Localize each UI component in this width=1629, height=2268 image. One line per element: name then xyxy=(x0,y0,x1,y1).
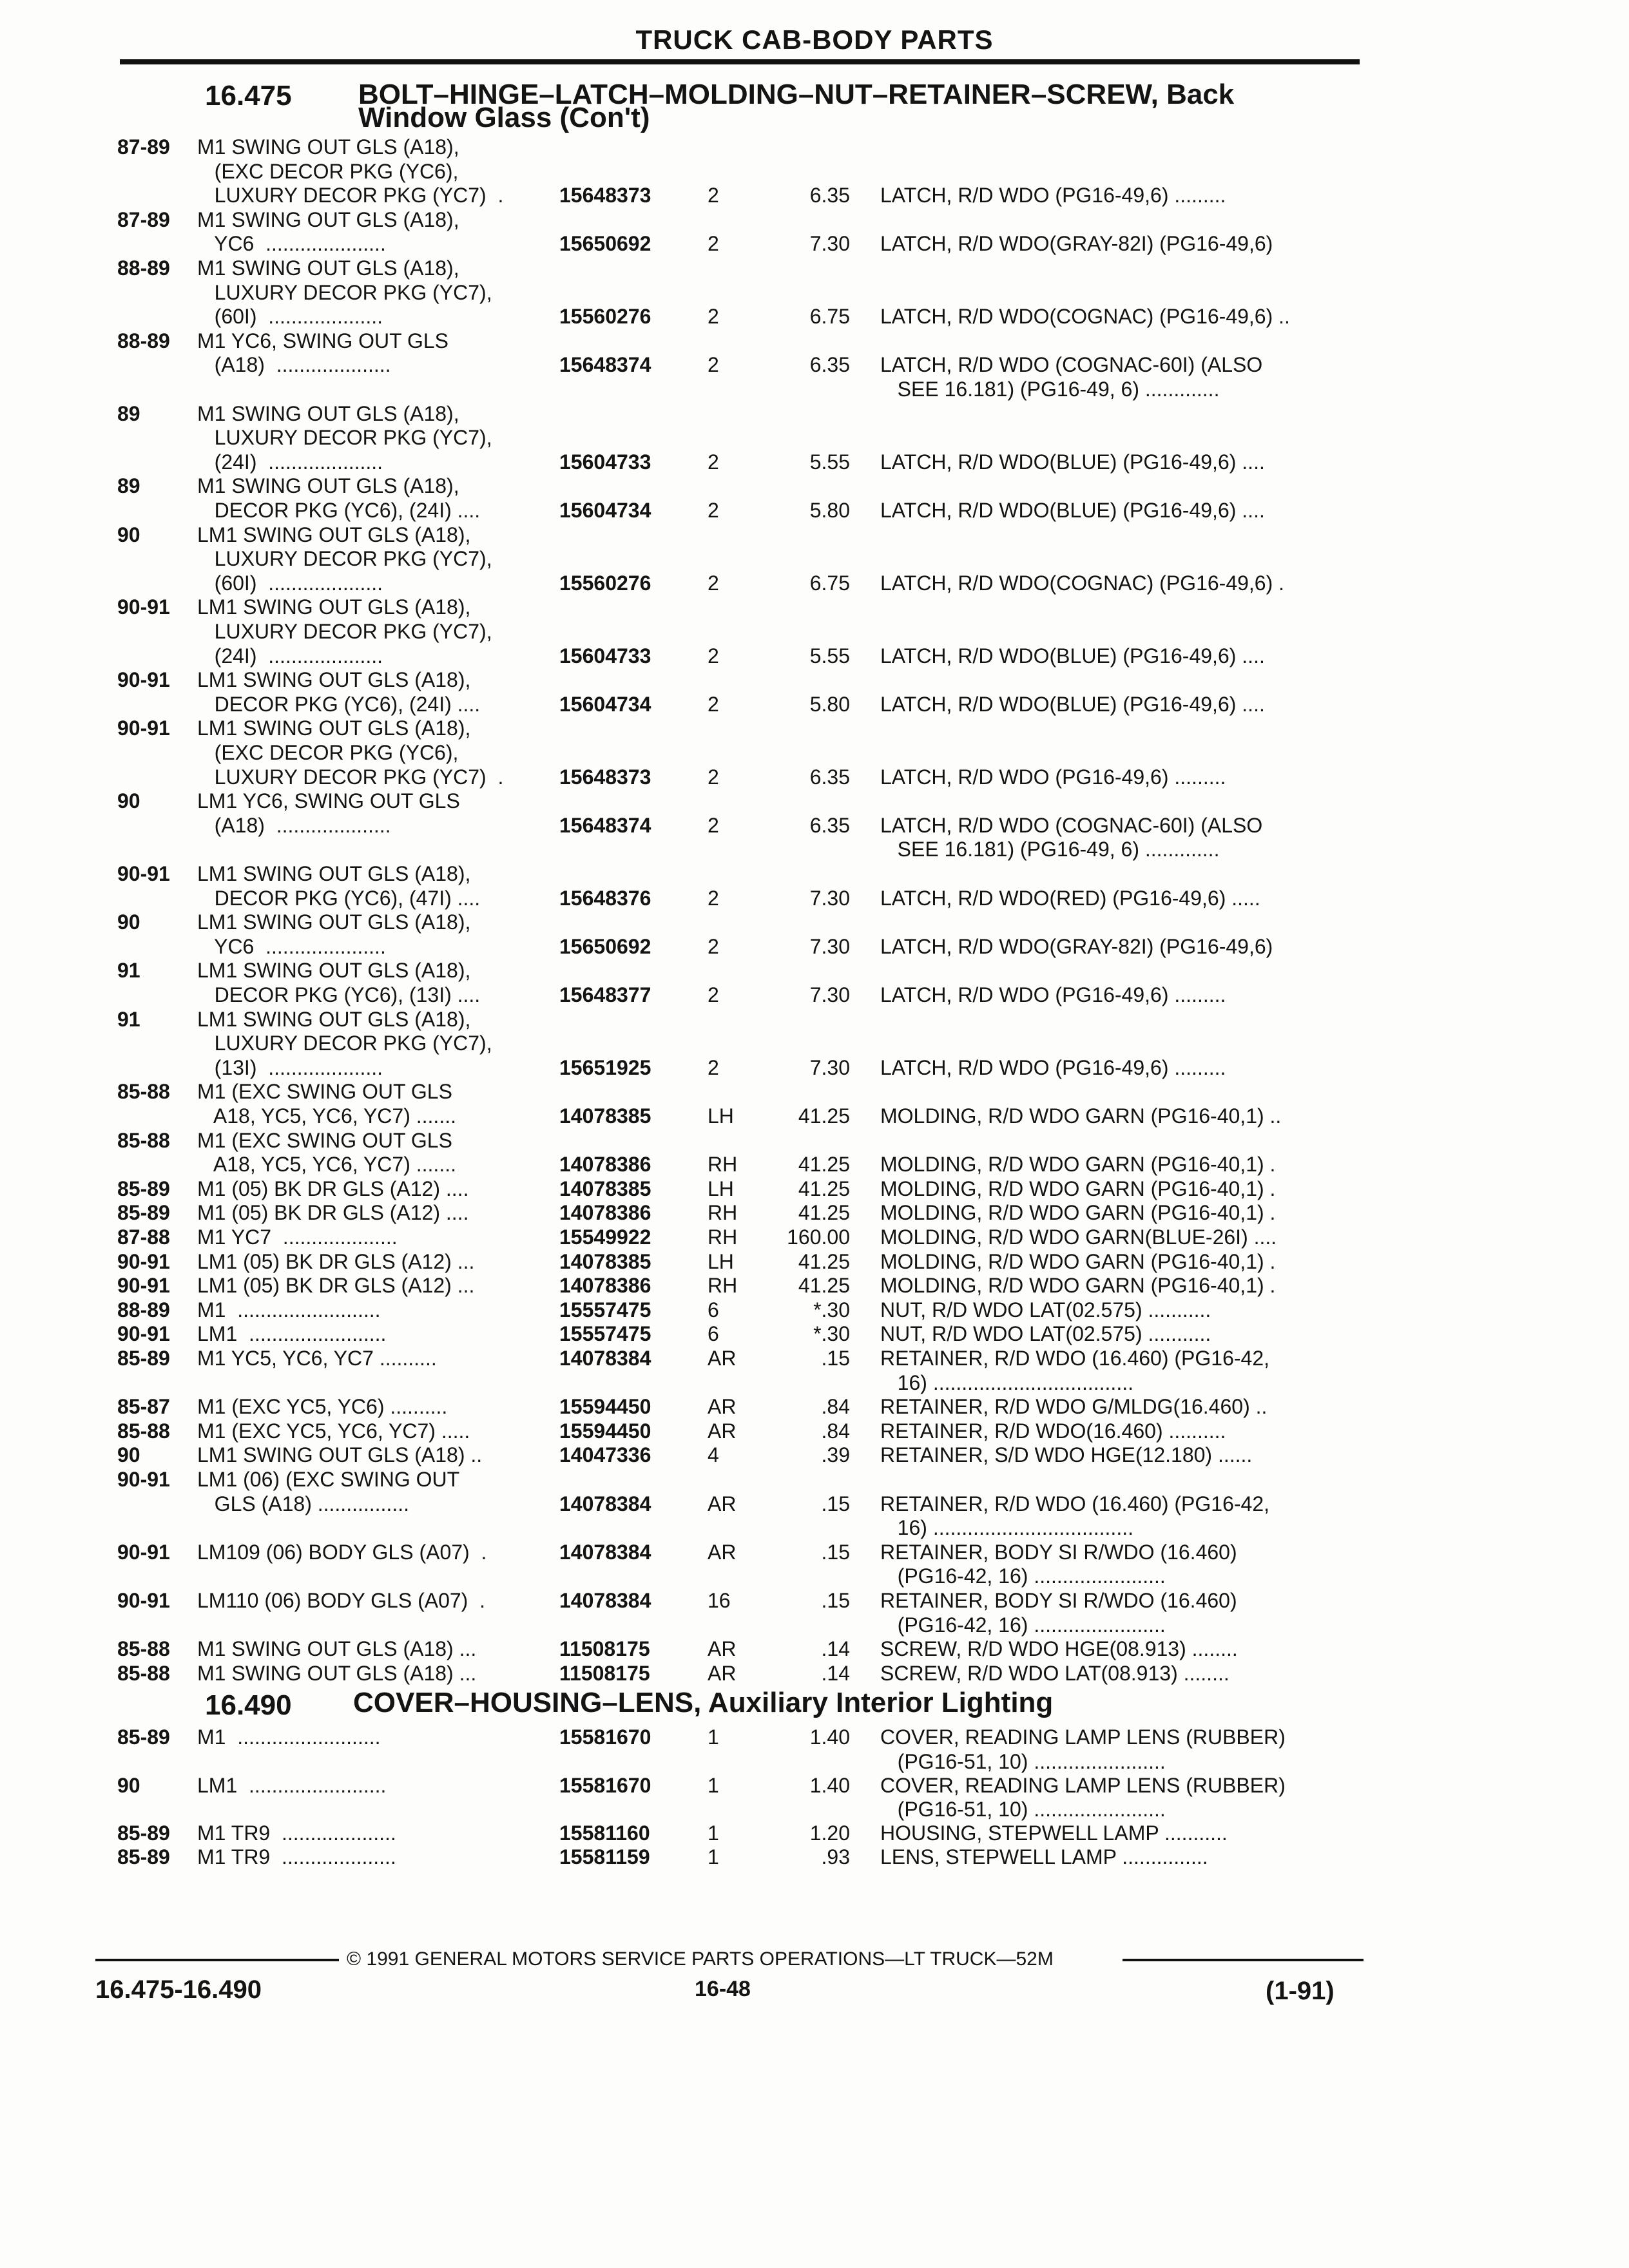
cell-desc: SEE 16.181) (PG16-49, 6) ............. xyxy=(880,838,1220,861)
cell-qty: RH xyxy=(708,1225,738,1249)
cell-desc: NUT, R/D WDO LAT(02.575) ........... xyxy=(880,1322,1211,1346)
cell-part: 15560276 xyxy=(559,305,651,329)
cell-part: 11508175 xyxy=(559,1661,650,1685)
header-rule xyxy=(120,59,1360,64)
cell-model: (A18) .................... xyxy=(197,813,391,837)
cell-qty: 4 xyxy=(708,1443,719,1467)
cell-desc: LATCH, R/D WDO(COGNAC) (PG16-49,6) . xyxy=(880,571,1285,595)
cell-model: (24I) .................... xyxy=(197,644,383,668)
cell-desc: SEE 16.181) (PG16-49, 6) ............. xyxy=(880,378,1220,401)
cell-year: 88-89 xyxy=(117,329,170,352)
cell-qty: RH xyxy=(708,1153,738,1177)
cell-model: LM1 SWING OUT GLS (A18), xyxy=(197,716,471,740)
cell-desc: RETAINER, R/D WDO(16.460) .......... xyxy=(880,1419,1226,1443)
cell-desc: LATCH, R/D WDO(BLUE) (PG16-49,6) .... xyxy=(880,644,1265,668)
cell-price: 7.30 xyxy=(809,886,850,910)
cell-desc: HOUSING, STEPWELL LAMP ........... xyxy=(880,1821,1228,1845)
cell-year: 90 xyxy=(117,789,140,813)
cell-part: 15581670 xyxy=(559,1725,651,1749)
cell-qty: 2 xyxy=(708,983,719,1006)
cell-qty: RH xyxy=(708,1274,738,1298)
cell-price: .93 xyxy=(821,1845,850,1869)
cell-desc: SCREW, R/D WDO LAT(08.913) ........ xyxy=(880,1661,1229,1685)
cell-part: 14078384 xyxy=(559,1347,651,1370)
cell-desc: LATCH, R/D WDO(RED) (PG16-49,6) ..... xyxy=(880,886,1260,910)
cell-year: 85-88 xyxy=(117,1419,170,1443)
cell-model: M1 YC6, SWING OUT GLS xyxy=(197,329,449,352)
cell-part: 15648374 xyxy=(559,813,651,837)
cell-model: M1 (EXC SWING OUT GLS xyxy=(197,1128,452,1152)
cell-model: M1 TR9 .................... xyxy=(197,1845,396,1869)
cell-year: 90-91 xyxy=(117,716,170,740)
cell-desc: SCREW, R/D WDO HGE(08.913) ........ xyxy=(880,1637,1238,1661)
cell-price: 5.80 xyxy=(809,692,850,716)
cell-qty: AR xyxy=(708,1661,737,1685)
cell-part: 15604734 xyxy=(559,692,651,716)
cell-price: 160.00 xyxy=(787,1225,850,1249)
cell-desc: NUT, R/D WDO LAT(02.575) ........... xyxy=(880,1298,1211,1321)
cell-model: M1 (05) BK DR GLS (A12) .... xyxy=(197,1201,469,1225)
cell-model: (60I) .................... xyxy=(197,305,383,329)
cell-qty: 2 xyxy=(708,692,719,716)
cell-year: 85-89 xyxy=(117,1725,170,1749)
cell-qty: 6 xyxy=(708,1322,719,1346)
cell-model: LM110 (06) BODY GLS (A07) . xyxy=(197,1589,485,1612)
cell-model: (EXC DECOR PKG (YC6), xyxy=(197,741,459,764)
cell-model: M1 YC5, YC6, YC7 .......... xyxy=(197,1347,437,1370)
cell-model: LM109 (06) BODY GLS (A07) . xyxy=(197,1540,487,1564)
cell-desc: LENS, STEPWELL LAMP ............... xyxy=(880,1845,1208,1869)
cell-part: 15581160 xyxy=(559,1821,650,1845)
cell-model: DECOR PKG (YC6), (47I) .... xyxy=(197,886,481,910)
cell-model: M1 SWING OUT GLS (A18), xyxy=(197,474,459,498)
cell-price: 6.75 xyxy=(809,571,850,595)
cell-model: LUXURY DECOR PKG (YC7), xyxy=(197,426,492,450)
cell-year: 85-89 xyxy=(117,1821,170,1845)
cell-desc: MOLDING, R/D WDO GARN (PG16-40,1) .. xyxy=(880,1104,1282,1128)
cell-model: LM1 YC6, SWING OUT GLS xyxy=(197,789,460,813)
cell-year: 85-89 xyxy=(117,1845,170,1869)
cell-part: 15650692 xyxy=(559,934,651,958)
cell-model: LUXURY DECOR PKG (YC7), xyxy=(197,1032,492,1055)
cell-price: 6.35 xyxy=(809,353,850,377)
cell-price: 6.75 xyxy=(809,305,850,329)
cell-model: LM1 (05) BK DR GLS (A12) ... xyxy=(197,1274,475,1298)
cell-model: LM1 SWING OUT GLS (A18), xyxy=(197,910,471,934)
cell-year: 90-91 xyxy=(117,862,170,885)
cell-desc: LATCH, R/D WDO (COGNAC-60I) (ALSO xyxy=(880,813,1263,837)
cell-year: 90-91 xyxy=(117,668,170,692)
cell-qty: 2 xyxy=(708,499,719,522)
cell-qty: 2 xyxy=(708,813,719,837)
cell-year: 90-91 xyxy=(117,1249,170,1273)
cell-year: 85-88 xyxy=(117,1661,170,1685)
cell-price: .84 xyxy=(821,1395,850,1419)
cell-model: DECOR PKG (YC6), (13I) .... xyxy=(197,983,481,1006)
cell-year: 89 xyxy=(117,401,140,425)
footer-page-number: 16-48 xyxy=(695,1977,751,2001)
cell-model: M1 (05) BK DR GLS (A12) .... xyxy=(197,1177,469,1200)
cell-year: 90 xyxy=(117,1443,140,1467)
cell-price: 5.55 xyxy=(809,450,850,474)
cell-desc: (PG16-51, 10) ....................... xyxy=(880,1749,1166,1773)
cell-desc: MOLDING, R/D WDO GARN (PG16-40,1) . xyxy=(880,1153,1276,1177)
cell-model: (13I) .................... xyxy=(197,1055,383,1079)
cell-model: LM1 SWING OUT GLS (A18), xyxy=(197,668,471,692)
cell-price: .39 xyxy=(821,1443,850,1467)
footer-date-code: (1-91) xyxy=(1266,1977,1335,2005)
cell-year: 90 xyxy=(117,1773,140,1797)
cell-model: M1 SWING OUT GLS (A18), xyxy=(197,256,459,280)
cell-desc: 16) ................................... xyxy=(880,1516,1133,1540)
cell-year: 90-91 xyxy=(117,1322,170,1346)
cell-desc: RETAINER, R/D WDO (16.460) (PG16-42, xyxy=(880,1347,1269,1370)
cell-desc: LATCH, R/D WDO(BLUE) (PG16-49,6) .... xyxy=(880,499,1265,522)
cell-model: LM1 SWING OUT GLS (A18), xyxy=(197,862,471,885)
cell-desc: RETAINER, S/D WDO HGE(12.180) ...... xyxy=(880,1443,1253,1467)
cell-part: 15594450 xyxy=(559,1419,651,1443)
cell-desc: LATCH, R/D WDO (PG16-49,6) ......... xyxy=(880,1055,1226,1079)
cell-qty: 2 xyxy=(708,644,719,668)
cell-model: DECOR PKG (YC6), (24I) .... xyxy=(197,499,481,522)
cell-desc: LATCH, R/D WDO (COGNAC-60I) (ALSO xyxy=(880,353,1263,377)
cell-qty: AR xyxy=(708,1347,737,1370)
cell-year: 85-89 xyxy=(117,1347,170,1370)
cell-price: 6.35 xyxy=(809,765,850,789)
cell-price: *.30 xyxy=(813,1298,850,1321)
cell-part: 14078384 xyxy=(559,1492,651,1515)
cell-qty: LH xyxy=(708,1249,734,1273)
cell-desc: MOLDING, R/D WDO GARN (PG16-40,1) . xyxy=(880,1274,1276,1298)
cell-price: .14 xyxy=(821,1637,850,1661)
cell-model: LM1 SWING OUT GLS (A18), xyxy=(197,523,471,546)
cell-model: LM1 ........................ xyxy=(197,1773,387,1797)
cell-part: 15594450 xyxy=(559,1395,651,1419)
cell-desc: LATCH, R/D WDO(GRAY-82I) (PG16-49,6) xyxy=(880,934,1273,958)
cell-desc: LATCH, R/D WDO(COGNAC) (PG16-49,6) .. xyxy=(880,305,1290,329)
cell-model: M1 SWING OUT GLS (A18), xyxy=(197,207,459,231)
cell-year: 85-88 xyxy=(117,1080,170,1104)
cell-price: 5.80 xyxy=(809,499,850,522)
cell-qty: 2 xyxy=(708,353,719,377)
cell-price: .15 xyxy=(821,1347,850,1370)
cell-desc: (PG16-51, 10) ....................... xyxy=(880,1798,1166,1821)
cell-qty: LH xyxy=(708,1104,734,1128)
cell-year: 91 xyxy=(117,959,140,983)
cell-desc: 16) ................................... xyxy=(880,1370,1133,1394)
cell-model: LM1 SWING OUT GLS (A18), xyxy=(197,1007,471,1031)
cell-model: M1 SWING OUT GLS (A18) ... xyxy=(197,1637,477,1661)
cell-desc: RETAINER, R/D WDO G/MLDG(16.460) .. xyxy=(880,1395,1268,1419)
cell-price: 41.25 xyxy=(798,1274,850,1298)
cell-price: 6.35 xyxy=(809,184,850,207)
cell-desc: RETAINER, R/D WDO (16.460) (PG16-42, xyxy=(880,1492,1269,1515)
cell-desc: LATCH, R/D WDO (PG16-49,6) ......... xyxy=(880,983,1226,1006)
cell-price: .14 xyxy=(821,1661,850,1685)
cell-part: 14078386 xyxy=(559,1201,651,1225)
running-title: TRUCK CAB-BODY PARTS xyxy=(635,24,994,55)
cell-qty: 2 xyxy=(708,765,719,789)
footer-section-range: 16.475-16.490 xyxy=(95,1975,262,2004)
cell-year: 90-91 xyxy=(117,1274,170,1298)
cell-desc: LATCH, R/D WDO(BLUE) (PG16-49,6) .... xyxy=(880,692,1265,716)
cell-part: 15648373 xyxy=(559,765,651,789)
cell-part: 15648377 xyxy=(559,983,651,1006)
cell-price: .84 xyxy=(821,1419,850,1443)
cell-model: M1 TR9 .................... xyxy=(197,1821,396,1845)
cell-qty: 2 xyxy=(708,184,719,207)
cell-desc: (PG16-42, 16) ....................... xyxy=(880,1613,1166,1637)
cell-year: 87-88 xyxy=(117,1225,170,1249)
cell-qty: 2 xyxy=(708,450,719,474)
cell-qty: AR xyxy=(708,1395,737,1419)
cell-model: M1 YC7 .................... xyxy=(197,1225,398,1249)
cell-model: M1 (EXC YC5, YC6) .......... xyxy=(197,1395,448,1419)
cell-part: 14078385 xyxy=(559,1249,651,1273)
cell-part: 15604733 xyxy=(559,644,651,668)
cell-price: .15 xyxy=(821,1492,850,1515)
cell-year: 85-87 xyxy=(117,1395,170,1419)
cell-part: 15651925 xyxy=(559,1055,651,1079)
cell-price: 41.25 xyxy=(798,1153,850,1177)
cell-qty: AR xyxy=(708,1492,737,1515)
cell-desc: MOLDING, R/D WDO GARN (PG16-40,1) . xyxy=(880,1177,1276,1200)
cell-year: 88-89 xyxy=(117,1298,170,1321)
cell-qty: 2 xyxy=(708,232,719,256)
cell-year: 85-89 xyxy=(117,1177,170,1200)
cell-qty: 1 xyxy=(708,1821,719,1845)
cell-model: M1 (EXC SWING OUT GLS xyxy=(197,1080,452,1104)
cell-desc: MOLDING, R/D WDO GARN (PG16-40,1) . xyxy=(880,1249,1276,1273)
cell-year: 88-89 xyxy=(117,256,170,280)
cell-model: M1 ......................... xyxy=(197,1725,381,1749)
cell-desc: LATCH, R/D WDO(BLUE) (PG16-49,6) .... xyxy=(880,450,1265,474)
cell-part: 11508175 xyxy=(559,1637,650,1661)
cell-model: DECOR PKG (YC6), (24I) .... xyxy=(197,692,481,716)
cell-part: 15648373 xyxy=(559,184,651,207)
cell-part: 14047336 xyxy=(559,1443,651,1467)
cell-model: LUXURY DECOR PKG (YC7) . xyxy=(197,765,504,789)
cell-price: 41.25 xyxy=(798,1104,850,1128)
cell-part: 14078385 xyxy=(559,1177,651,1200)
cell-price: 41.25 xyxy=(798,1177,850,1200)
cell-model: YC6 ..................... xyxy=(197,934,386,958)
cell-desc: (PG16-42, 16) ....................... xyxy=(880,1564,1166,1588)
cell-qty: 2 xyxy=(708,886,719,910)
cell-year: 90 xyxy=(117,523,140,546)
cell-qty: 16 xyxy=(708,1589,731,1612)
cell-part: 15650692 xyxy=(559,232,651,256)
section-title-2: COVER–HOUSING–LENS, Auxiliary Interior Lighting xyxy=(353,1687,1054,1719)
cell-part: 14078384 xyxy=(559,1589,651,1612)
cell-qty: 1 xyxy=(708,1725,719,1749)
cell-qty: AR xyxy=(708,1637,737,1661)
cell-price: .15 xyxy=(821,1589,850,1612)
cell-model: GLS (A18) ................ xyxy=(197,1492,409,1515)
cell-model: LM1 SWING OUT GLS (A18), xyxy=(197,959,471,983)
cell-model: LM1 (06) (EXC SWING OUT xyxy=(197,1468,460,1491)
cell-year: 87-89 xyxy=(117,135,170,159)
cell-model: YC6 ..................... xyxy=(197,232,386,256)
cell-model: M1 (EXC YC5, YC6, YC7) ..... xyxy=(197,1419,470,1443)
cell-model: (60I) .................... xyxy=(197,571,383,595)
cell-year: 85-88 xyxy=(117,1128,170,1152)
cell-part: 15604733 xyxy=(559,450,651,474)
cell-year: 85-88 xyxy=(117,1637,170,1661)
cell-model: LUXURY DECOR PKG (YC7), xyxy=(197,620,492,643)
cell-part: 14078384 xyxy=(559,1540,651,1564)
cell-model: LUXURY DECOR PKG (YC7), xyxy=(197,280,492,304)
cell-year: 87-89 xyxy=(117,207,170,231)
section-number: 16.475 xyxy=(205,80,292,111)
cell-price: 6.35 xyxy=(809,813,850,837)
cell-qty: 6 xyxy=(708,1298,719,1321)
cell-qty: RH xyxy=(708,1201,738,1225)
cell-part: 15557475 xyxy=(559,1298,651,1321)
cell-desc: RETAINER, BODY SI R/WDO (16.460) xyxy=(880,1540,1237,1564)
cell-part: 15560276 xyxy=(559,571,651,595)
cell-qty: AR xyxy=(708,1540,737,1564)
cell-desc: MOLDING, R/D WDO GARN (PG16-40,1) . xyxy=(880,1201,1276,1225)
footer-rule-right xyxy=(1123,1959,1364,1961)
cell-part: 15648376 xyxy=(559,886,651,910)
cell-model: LUXURY DECOR PKG (YC7) . xyxy=(197,184,504,207)
cell-model: LM1 SWING OUT GLS (A18), xyxy=(197,595,471,619)
cell-part: 15557475 xyxy=(559,1322,651,1346)
cell-qty: 2 xyxy=(708,1055,719,1079)
cell-price: 7.30 xyxy=(809,1055,850,1079)
cell-price: .15 xyxy=(821,1540,850,1564)
footer-copyright: © 1991 GENERAL MOTORS SERVICE PARTS OPERATIONS—LT TRUCK—52M xyxy=(347,1948,1054,1970)
cell-qty: 1 xyxy=(708,1845,719,1869)
section-title-line-1: BOLT–HINGE–LATCH–MOLDING–NUT–RETAINER–SCREW, Back xyxy=(358,79,1235,110)
cell-price: 7.30 xyxy=(809,983,850,1006)
cell-part: 14078385 xyxy=(559,1104,651,1128)
cell-price: 1.20 xyxy=(809,1821,850,1845)
cell-price: 1.40 xyxy=(809,1725,850,1749)
cell-model: A18, YC5, YC6, YC7) ....... xyxy=(197,1153,456,1177)
cell-year: 85-89 xyxy=(117,1201,170,1225)
cell-model: LM1 ........................ xyxy=(197,1322,387,1346)
cell-qty: 2 xyxy=(708,934,719,958)
cell-part: 14078386 xyxy=(559,1274,651,1298)
cell-desc: LATCH, R/D WDO(GRAY-82I) (PG16-49,6) xyxy=(880,232,1273,256)
cell-year: 90-91 xyxy=(117,1540,170,1564)
cell-model: M1 SWING OUT GLS (A18) ... xyxy=(197,1661,477,1685)
cell-price: 1.40 xyxy=(809,1773,850,1797)
cell-model: A18, YC5, YC6, YC7) ....... xyxy=(197,1104,456,1128)
cell-part: 15604734 xyxy=(559,499,651,522)
cell-desc: LATCH, R/D WDO (PG16-49,6) ......... xyxy=(880,184,1226,207)
cell-model: LM1 (05) BK DR GLS (A12) ... xyxy=(197,1249,475,1273)
cell-year: 89 xyxy=(117,474,140,498)
cell-desc: LATCH, R/D WDO (PG16-49,6) ......... xyxy=(880,765,1226,789)
cell-qty: LH xyxy=(708,1177,734,1200)
cell-model: M1 SWING OUT GLS (A18), xyxy=(197,401,459,425)
cell-part: 15581670 xyxy=(559,1773,651,1797)
cell-part: 15581159 xyxy=(559,1845,650,1869)
section-title-line-2: Window Glass (Con't) xyxy=(358,102,650,133)
cell-model: LUXURY DECOR PKG (YC7), xyxy=(197,547,492,571)
cell-desc: COVER, READING LAMP LENS (RUBBER) xyxy=(880,1725,1286,1749)
cell-price: 7.30 xyxy=(809,934,850,958)
cell-qty: 1 xyxy=(708,1773,719,1797)
cell-year: 90 xyxy=(117,910,140,934)
cell-part: 15648374 xyxy=(559,353,651,377)
cell-desc: RETAINER, BODY SI R/WDO (16.460) xyxy=(880,1589,1237,1612)
cell-desc: COVER, READING LAMP LENS (RUBBER) xyxy=(880,1773,1286,1797)
cell-model: LM1 SWING OUT GLS (A18) .. xyxy=(197,1443,483,1467)
footer-rule-left xyxy=(95,1959,339,1961)
cell-model: (A18) .................... xyxy=(197,353,391,377)
cell-qty: 2 xyxy=(708,571,719,595)
cell-model: M1 ......................... xyxy=(197,1298,381,1321)
cell-year: 90-91 xyxy=(117,1468,170,1491)
cell-model: (24I) .................... xyxy=(197,450,383,474)
cell-model: (EXC DECOR PKG (YC6), xyxy=(197,159,459,183)
cell-price: 41.25 xyxy=(798,1249,850,1273)
cell-price: 7.30 xyxy=(809,232,850,256)
cell-price: 41.25 xyxy=(798,1201,850,1225)
cell-qty: AR xyxy=(708,1419,737,1443)
cell-price: 5.55 xyxy=(809,644,850,668)
cell-qty: 2 xyxy=(708,305,719,329)
cell-model: M1 SWING OUT GLS (A18), xyxy=(197,135,459,159)
cell-price: *.30 xyxy=(813,1322,850,1346)
cell-desc: MOLDING, R/D WDO GARN(BLUE-26I) .... xyxy=(880,1225,1277,1249)
cell-year: 90-91 xyxy=(117,1589,170,1612)
cell-year: 91 xyxy=(117,1007,140,1031)
cell-year: 90-91 xyxy=(117,595,170,619)
cell-part: 14078386 xyxy=(559,1153,651,1177)
cell-part: 15549922 xyxy=(559,1225,651,1249)
section-number-2: 16.490 xyxy=(205,1689,292,1722)
